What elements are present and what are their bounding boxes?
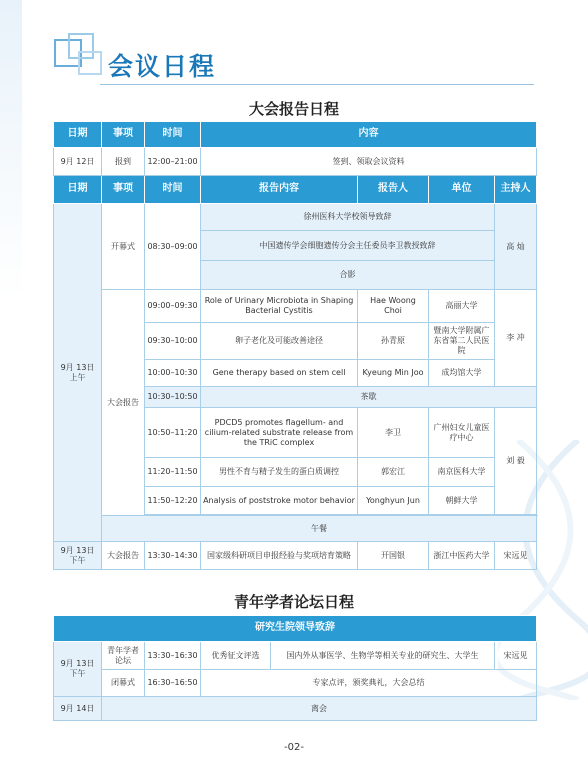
table-row xyxy=(54,642,537,670)
header-speaker: 报告人 xyxy=(358,176,429,204)
table-row xyxy=(54,516,537,542)
header-date: 日期 xyxy=(54,176,102,204)
time-cell: 12:00–21:00 xyxy=(145,148,201,176)
table-header-row-1 xyxy=(54,122,537,148)
time-cell: 11:20–11:50 xyxy=(145,458,201,487)
time-cell: 11:50–12:20 xyxy=(145,487,201,515)
report-cell: PDCD5 promotes flagellum- and cilium-related substrate release from the TRiC complex xyxy=(201,408,358,458)
page-title: 会议日程 xyxy=(108,52,217,81)
item-cell: 大会报告 xyxy=(102,290,145,516)
time-cell: 13:30–16:30 xyxy=(145,642,201,670)
date-cell: 9月 12日 xyxy=(54,148,102,176)
header-unit: 单位 xyxy=(429,176,495,204)
content-cell: 签到、领取会议资料 xyxy=(201,148,537,176)
section-title-main: 大会报告日程 xyxy=(248,100,339,118)
host-cell: 宋远见 xyxy=(495,642,537,670)
speaker-cell: Hae Woong Choi xyxy=(358,290,429,323)
opening-line: 中国遗传学会细胞遗传分会主任委员李卫教授致辞 xyxy=(201,231,495,261)
header-item: 事项 xyxy=(102,122,145,148)
table-row xyxy=(54,542,537,570)
unit-cell: 成均馆大学 xyxy=(429,360,495,387)
header-date: 日期 xyxy=(54,122,102,148)
content-cell: 优秀征文评选 xyxy=(201,642,271,670)
report-cell: Gene therapy based on stem cell xyxy=(201,360,358,387)
time-cell: 16:30–16:50 xyxy=(145,670,201,697)
table-row xyxy=(54,697,537,721)
report-cell: Analysis of poststroke motor behavior xyxy=(201,487,358,515)
header-time: 时间 xyxy=(145,176,201,204)
morning-date-cell: 9月 13日 上午 xyxy=(54,204,102,542)
table-row xyxy=(54,204,537,231)
lunch-cell: 午餐 xyxy=(102,516,537,542)
date-cell: 9月 14日 xyxy=(54,697,102,721)
item-cell: 大会报告 xyxy=(102,542,145,570)
unit-cell: 广州妇女儿童医疗中心 xyxy=(429,408,495,458)
host-cell: 高 灿 xyxy=(495,204,537,290)
table-header-row-2 xyxy=(54,176,537,204)
report-cell: Role of Urinary Microbiota in Shaping Bacterial Cystitis xyxy=(201,290,358,323)
left-decoration xyxy=(0,0,22,300)
date-cell: 9月 13日 下午 xyxy=(54,642,102,697)
speaker-cell: 开国银 xyxy=(358,542,429,570)
table-row xyxy=(54,670,537,697)
item-cell: 开幕式 xyxy=(102,204,145,290)
header-time: 时间 xyxy=(145,122,201,148)
table-row xyxy=(54,290,537,323)
time-cell: 08:30–09:00 xyxy=(145,204,201,290)
break-cell: 茶歇 xyxy=(201,387,537,408)
item-cell: 闭幕式 xyxy=(102,670,145,697)
time-cell: 10:30–10:50 xyxy=(145,387,201,408)
content-cell: 离会 xyxy=(102,697,537,721)
host-cell: 宋远见 xyxy=(495,542,537,570)
item-cell: 报到 xyxy=(102,148,145,176)
detail-cell: 国内外从事医学、生物学等相关专业的研究生、大学生 xyxy=(271,642,495,670)
host-cell: 李 冲 xyxy=(495,290,537,387)
header-item: 事项 xyxy=(102,176,145,204)
unit-cell: 南京医科大学 xyxy=(429,458,495,487)
header-host: 主持人 xyxy=(495,176,537,204)
header-logo-icon xyxy=(53,32,105,78)
time-cell: 13:30–14:30 xyxy=(145,542,201,570)
report-cell: 卵子老化及可能改善途径 xyxy=(201,323,358,360)
table-row xyxy=(54,616,537,642)
unit-cell: 浙江中医药大学 xyxy=(429,542,495,570)
unit-cell: 高丽大学 xyxy=(429,290,495,323)
table-row xyxy=(54,148,537,176)
page-number: -02- xyxy=(284,742,304,753)
time-cell: 10:50–11:20 xyxy=(145,408,201,458)
speaker-cell: Kyeung Min Joo xyxy=(358,360,429,387)
report-cell: 男性不育与精子发生的蛋白质调控 xyxy=(201,458,358,487)
unit-cell: 朝鲜大学 xyxy=(429,487,495,515)
main-schedule-table xyxy=(53,121,537,570)
speaker-cell: 孙青原 xyxy=(358,323,429,360)
unit-cell: 暨南大学附属广东省第二人民医院 xyxy=(429,323,495,360)
item-cell: 青年学者论坛 xyxy=(102,642,145,670)
opening-line: 徐州医科大学校领导致辞 xyxy=(201,204,495,231)
speaker-cell: 郭宏江 xyxy=(358,458,429,487)
opening-line: 合影 xyxy=(201,261,495,290)
header-report: 报告内容 xyxy=(201,176,358,204)
section-title-forum: 青年学者论坛日程 xyxy=(233,593,354,611)
forum-bar: 研究生院领导致辞 xyxy=(54,616,537,642)
time-cell: 09:00–09:30 xyxy=(145,290,201,323)
speaker-cell: Yonghyun Jun xyxy=(358,487,429,515)
time-cell: 09:30–10:00 xyxy=(145,323,201,360)
content-cell: 专家点评，颁奖典礼，大会总结 xyxy=(201,670,537,697)
date-cell: 9月 13日 下午 xyxy=(54,542,102,570)
host-cell: 刘 毅 xyxy=(495,408,537,515)
report-cell: 国家级科研项目申报经验与奖项培育策略 xyxy=(201,542,358,570)
forum-schedule-table xyxy=(53,615,537,721)
time-cell: 10:00–10:30 xyxy=(145,360,201,387)
header-content: 内容 xyxy=(201,122,537,148)
title-divider xyxy=(100,84,534,85)
speaker-cell: 李卫 xyxy=(358,408,429,458)
